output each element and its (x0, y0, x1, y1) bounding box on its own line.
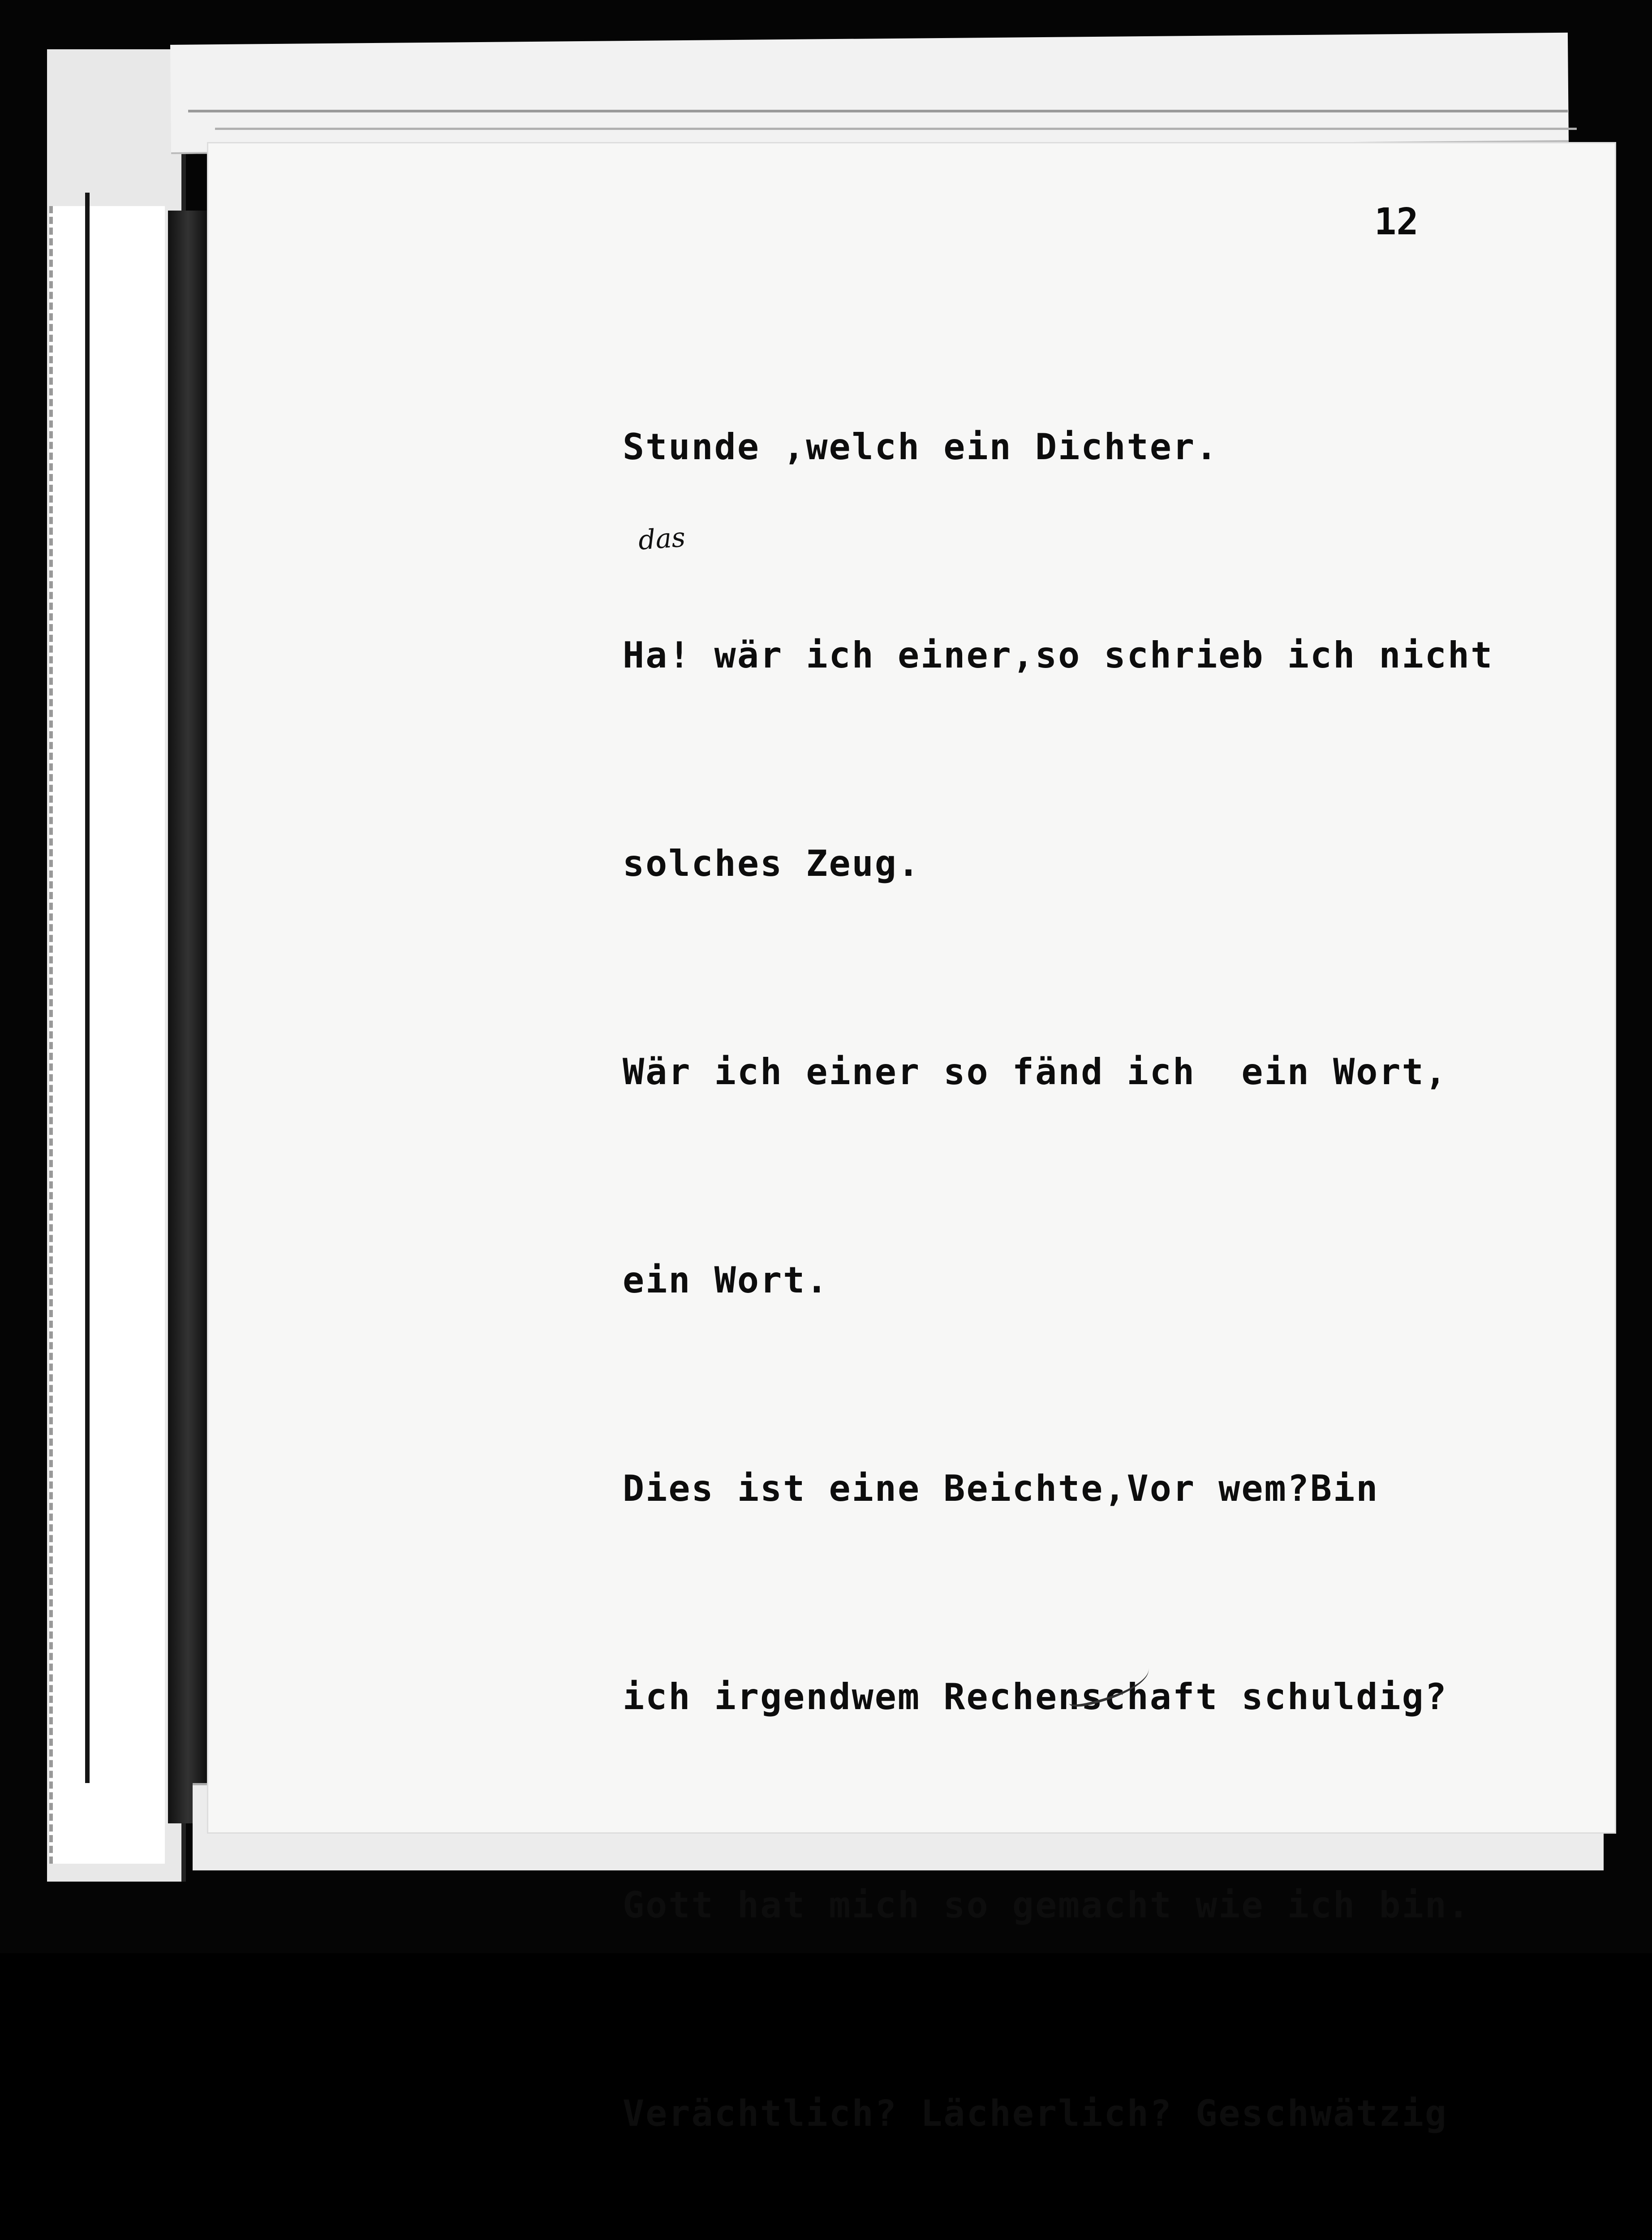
binding-shadow (168, 211, 208, 1823)
text-line: Verächtlich? Lächerlich? Geschwätzig (623, 2093, 1448, 2134)
page-stack-top (170, 33, 1569, 154)
typewritten-text (623, 273, 1644, 2240)
page-number: 12 (1374, 201, 1419, 243)
page-stack-edge (188, 110, 1568, 112)
handwritten-insertion: das (637, 521, 687, 556)
text-line: ich irgendwem Rechenschaft schuldig? (623, 1676, 1448, 1718)
text-line: Gott hat mich so gemacht wie ich bin. (623, 1884, 1471, 1926)
left-page-strip (49, 206, 165, 1864)
text-line: solches Zeug. (623, 843, 921, 884)
page-stack-edge (215, 128, 1577, 130)
binding-line (85, 193, 90, 1783)
text-line: Ha! wär ich einer,so schrieb ich nicht (623, 634, 1494, 676)
text-line: Stunde ,welch ein Dichter. (623, 426, 1219, 468)
text-line: ein Wort. (623, 1259, 829, 1301)
text-line: Wär ich einer so fänd ich ein Wort, (623, 1051, 1448, 1093)
text-line: Dies ist eine Beichte,Vor wem?Bin (623, 1468, 1379, 1509)
